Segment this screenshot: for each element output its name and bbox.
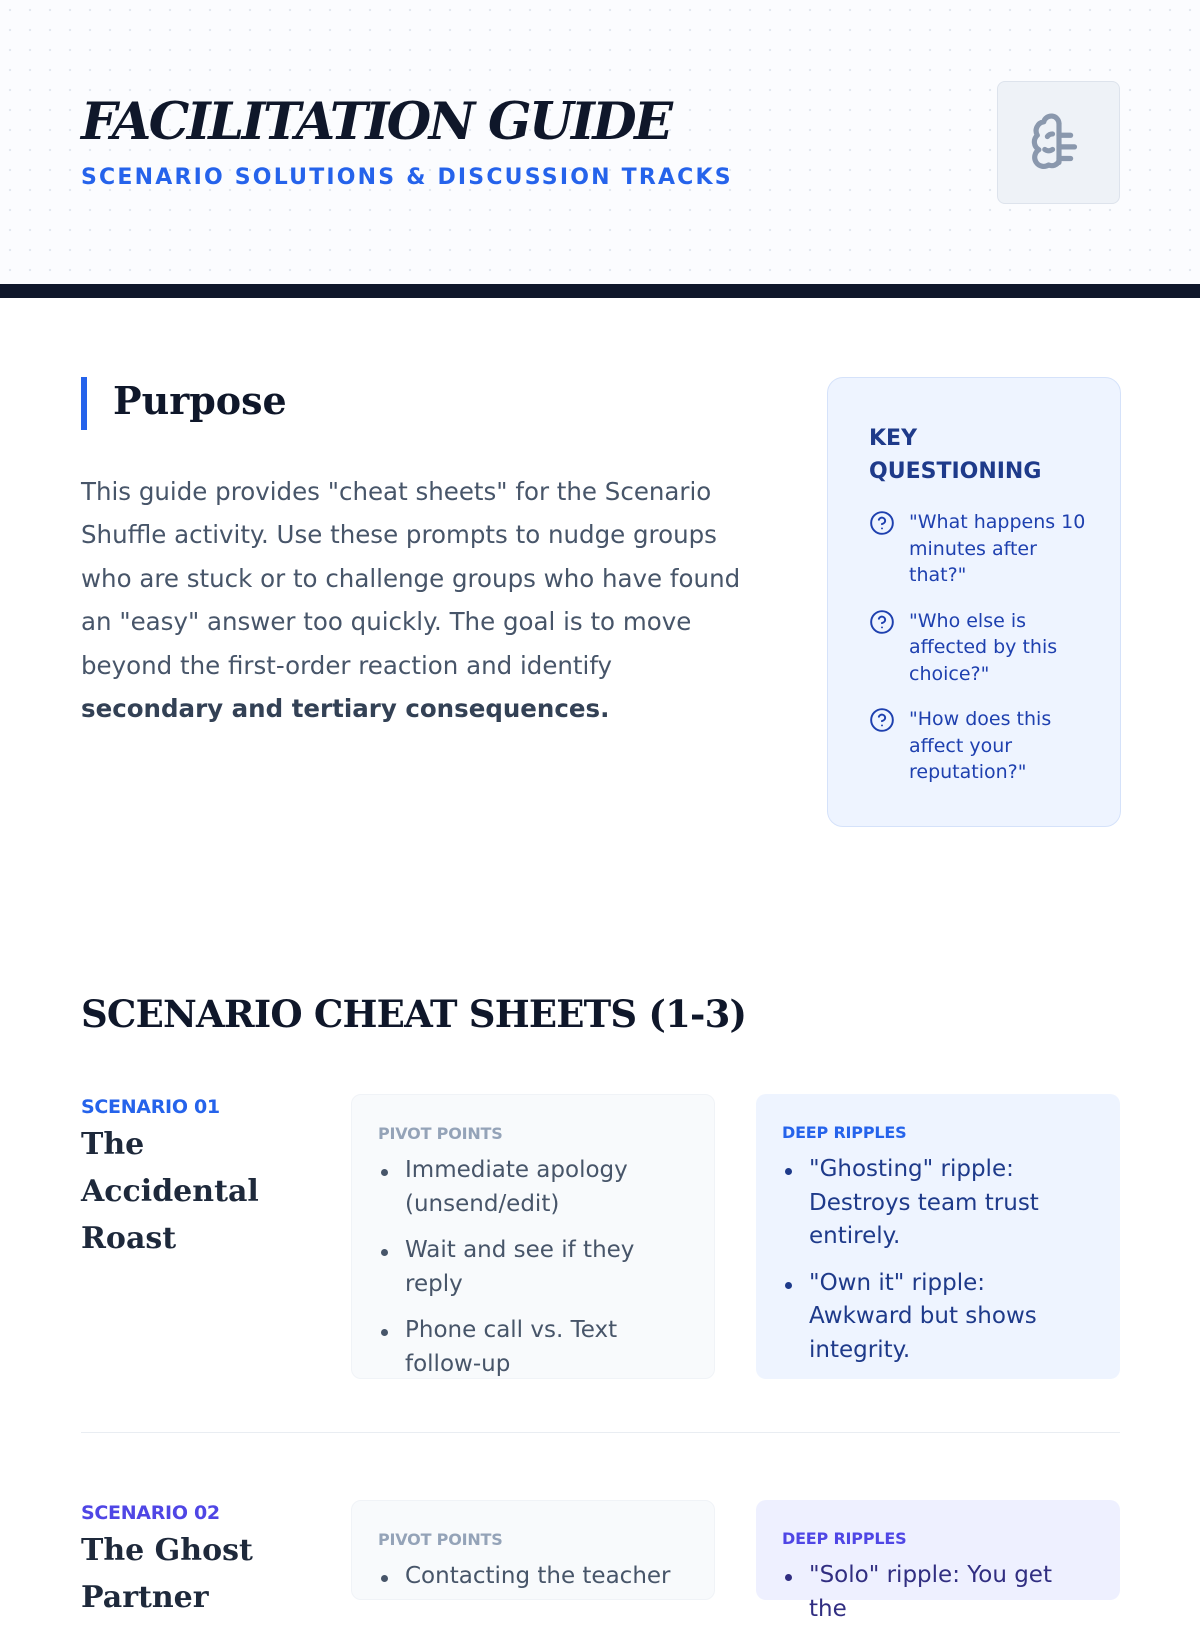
ripple-item: "Solo" ripple: You get the: [782, 1559, 1094, 1626]
scenario-divider: [81, 1432, 1120, 1433]
key-question-text: "How does this affect your reputation?": [909, 708, 1052, 783]
purpose-emphasis: secondary and tertiary consequences.: [81, 694, 610, 724]
deep-ripples-box: [756, 1094, 1120, 1379]
purpose-accent-bar: [81, 377, 87, 430]
purpose-paragraph: [81, 470, 761, 730]
scenario-tag: SCENARIO 01: [81, 1096, 220, 1118]
key-question-item: [869, 706, 1090, 786]
ripple-item: "Ghosting" ripple: Destroys team trust entirely.: [782, 1153, 1094, 1254]
pivot-points-box: [351, 1094, 715, 1379]
deep-ripples-label: DEEP RIPPLES: [782, 1529, 907, 1548]
brain-icon: [1028, 112, 1090, 174]
question-circle-icon: [869, 609, 895, 635]
pivot-points-list: [378, 1560, 688, 1594]
key-questioning-title: KEY QUESTIONING: [869, 426, 1042, 484]
page-title: FACILITATION GUIDE: [81, 92, 671, 152]
cheat-sheets-heading: SCENARIO CHEAT SHEETS (1-3): [81, 992, 747, 1036]
key-questioning-list: [869, 509, 1090, 786]
pivot-points-label: PIVOT POINTS: [378, 1124, 503, 1143]
key-question-item: [869, 608, 1090, 688]
key-question-item: [869, 509, 1090, 589]
pivot-points-list: [378, 1154, 688, 1381]
header-divider-bar: [0, 284, 1200, 298]
pivot-point-item: Contacting the teacher: [378, 1560, 688, 1594]
key-question-text: "What happens 10 minutes after that?": [909, 511, 1086, 586]
deep-ripples-list: [782, 1559, 1094, 1626]
logo-badge: [997, 81, 1120, 204]
scenario-tag: SCENARIO 02: [81, 1502, 220, 1524]
purpose-text: This guide provides "cheat sheets" for the Scenario Shuffle activity. Use these prompts to nudge groups who are stuck or to challenge groups who have found an "easy" answer too quickly. The goal is to move beyond the first-order reaction and identify: [81, 477, 741, 680]
page-header: [0, 0, 1200, 284]
ripple-item: "Own it" ripple: Awkward but shows integrity.: [782, 1267, 1094, 1368]
question-circle-icon: [869, 510, 895, 536]
scenario-title: The Accidental Roast: [81, 1127, 259, 1256]
pivot-point-item: Immediate apology (unsend/edit): [378, 1154, 688, 1221]
deep-ripples-box: [756, 1500, 1120, 1622]
pivot-points-box: [351, 1500, 715, 1600]
deep-ripples-label: DEEP RIPPLES: [782, 1123, 907, 1142]
pivot-point-item: Wait and see if they reply: [378, 1234, 688, 1301]
pivot-point-item: Phone call vs. Text follow-up: [378, 1314, 688, 1381]
question-circle-icon: [869, 707, 895, 733]
page-subtitle: SCENARIO SOLUTIONS & DISCUSSION TRACKS: [81, 165, 733, 190]
key-questioning-card: [827, 377, 1121, 827]
pivot-points-label: PIVOT POINTS: [378, 1530, 503, 1549]
scenario-title: The Ghost Partner: [81, 1533, 253, 1615]
purpose-heading: Purpose: [113, 378, 287, 423]
deep-ripples-list: [782, 1153, 1094, 1367]
key-question-text: "Who else is affected by this choice?": [909, 609, 1058, 685]
